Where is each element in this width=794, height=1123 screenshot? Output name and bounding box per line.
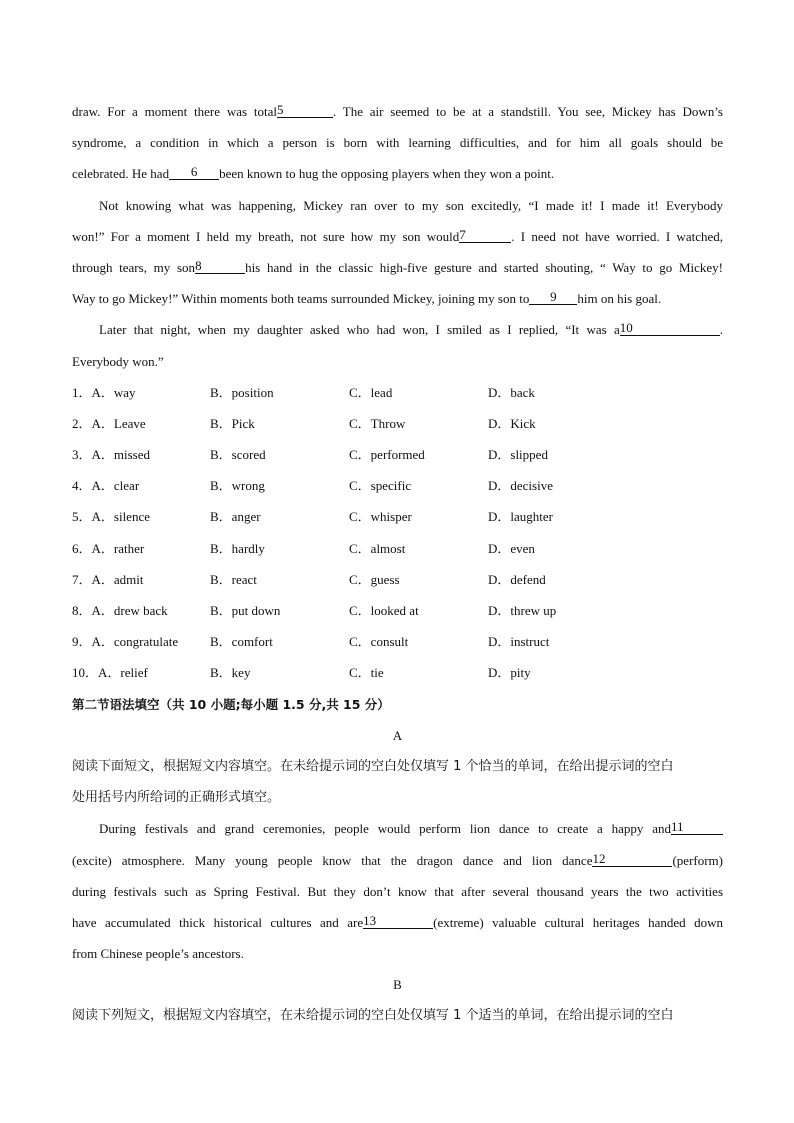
option-a: 9．A．congratulate <box>72 634 179 650</box>
section-heading: 第二节语法填空（共 10 小题;每小题 1.5 分,共 15 分） <box>72 696 390 712</box>
text-segment: (excite) atmosphere. Many young people know that the dragon dance and lion dance <box>72 852 593 868</box>
option-b: B．key <box>210 665 251 681</box>
option-b: B．comfort <box>210 634 273 650</box>
blank-13: 13 <box>363 913 433 929</box>
instruction-line: 处用括号内所给词的正确形式填空。 <box>72 790 281 806</box>
option-a: 8．A．drew back <box>72 603 168 618</box>
text-segment: have accumulated thick historical cultures and are <box>72 914 364 930</box>
passage-line: from Chinese people’s ancestors. <box>72 946 244 962</box>
option-row <box>72 657 723 688</box>
blank-11: 11 <box>671 819 723 835</box>
passage-line <box>72 314 723 345</box>
text-segment: won!” For a moment I held my breath, not sure how my son would <box>72 228 460 244</box>
option-row <box>72 470 723 501</box>
options-list <box>72 377 723 689</box>
option-a: 2．A．Leave <box>72 415 146 431</box>
option-c: C．performed <box>349 447 425 463</box>
blank-12: 12 <box>592 851 672 867</box>
text-segment: his hand in the classic high-five gesture and started shouting, “ Way to go Mickey! <box>245 259 724 275</box>
option-a: 4．A．clear <box>72 478 140 494</box>
passage-line: Everybody won.” <box>72 353 164 369</box>
option-row <box>72 595 723 626</box>
option-row <box>72 501 723 532</box>
option-d: D．threw up <box>488 603 557 618</box>
option-b: B．anger <box>210 509 261 525</box>
option-c: C．consult <box>349 634 409 650</box>
passage-line <box>72 158 723 189</box>
passage-line <box>72 813 723 844</box>
option-a: 3．A．missed <box>72 447 151 463</box>
option-c: C．almost <box>349 540 406 556</box>
option-b: B．put down <box>210 603 281 618</box>
passage-line: during festivals such as Spring Festival. But they don’t know that after several thousand years the two activities <box>72 883 723 899</box>
text-segment: . I need not have worried. I watched, <box>511 228 723 244</box>
option-b: B．hardly <box>210 540 265 556</box>
text-segment: through tears, my son <box>72 259 196 275</box>
passage-line: Not knowing what was happening, Mickey ran over to my son excitedly, “I made it! I made it! Everybody <box>99 197 723 213</box>
passage-line <box>72 221 723 252</box>
passage-line <box>72 96 723 127</box>
option-c: C．Throw <box>349 415 406 431</box>
option-b: B．Pick <box>210 415 255 431</box>
option-d: D．back <box>488 384 535 400</box>
passage-line <box>72 283 723 314</box>
option-d: D．instruct <box>488 634 550 650</box>
blank-6: 6 <box>169 164 219 180</box>
text-segment: (perform) <box>672 852 723 868</box>
option-d: D．even <box>488 540 535 556</box>
option-c: C．specific <box>349 478 412 494</box>
option-row <box>72 408 723 439</box>
option-c: C．tie <box>349 665 384 681</box>
text-segment: draw. For a moment there was total <box>72 104 277 119</box>
part-label-b: B <box>393 977 402 993</box>
part-label-a: A <box>392 727 403 743</box>
option-row <box>72 564 723 595</box>
blank-10: 10 <box>620 320 720 336</box>
option-c: C．looked at <box>349 603 419 618</box>
option-row <box>72 439 723 470</box>
passage-line <box>72 252 723 283</box>
option-row <box>72 626 723 657</box>
option-d: D．slipped <box>488 447 548 463</box>
option-c: C．guess <box>349 571 400 587</box>
blank-7: 7 <box>459 227 511 243</box>
passage-line <box>72 907 723 938</box>
exam-page <box>72 96 723 1032</box>
text-segment: During festivals and grand ceremonies, people would perform lion dance to create a happy and <box>99 821 671 837</box>
option-d: D．laughter <box>488 509 553 525</box>
text-segment: . The air seemed to be at a standstill. You see, Mickey has Down’s <box>332 104 723 119</box>
text-segment: (extreme) valuable cultural heritages handed down <box>433 914 724 930</box>
instruction-line: 阅读下面短文，根据短文内容填空。在未给提示词的空白处仅填写 1 个恰当的单词，在给出提示词的空白 <box>72 758 674 774</box>
instruction-line: 阅读下列短文，根据短文内容填空，在未给提示词的空白处仅填写 1 个适当的单词，在给出提示词的空白 <box>72 1008 674 1024</box>
option-a: 1．A．way <box>72 384 136 400</box>
text-segment: been known to hug the opposing players when they won a point. <box>219 166 555 182</box>
option-c: C．whisper <box>349 509 412 525</box>
option-a: 10．A．relief <box>72 665 148 681</box>
option-d: D．decisive <box>488 478 553 494</box>
passage-line <box>72 845 723 876</box>
option-a: 5．A．silence <box>72 509 150 525</box>
option-a: 7．A．admit <box>72 571 144 587</box>
text-segment: Later that night, when my daughter asked who had won, I smiled as I replied, “It was a <box>99 322 620 338</box>
option-row <box>72 533 723 564</box>
option-d: D．pity <box>488 665 531 681</box>
option-c: C．lead <box>349 384 393 400</box>
option-d: D．defend <box>488 571 546 587</box>
text-segment: Way to go Mickey!” Within moments both teams surrounded Mickey, joining my son to <box>72 291 530 307</box>
option-b: B．wrong <box>210 478 265 494</box>
blank-8: 8 <box>195 258 245 274</box>
blank-9: 9 <box>529 289 577 305</box>
option-b: B．react <box>210 571 257 587</box>
option-a: 6．A．rather <box>72 540 145 556</box>
text-segment: . <box>719 322 723 338</box>
option-b: B．position <box>210 384 274 400</box>
blank-5: 5 <box>277 102 333 118</box>
option-row <box>72 377 723 408</box>
option-d: D．Kick <box>488 415 536 431</box>
passage-line: syndrome, a condition in which a person is born with learning difficulties, and for him all goals should be <box>72 135 723 151</box>
text-segment: celebrated. He had <box>72 166 170 182</box>
option-b: B．scored <box>210 447 266 463</box>
text-segment: him on his goal. <box>577 291 662 307</box>
